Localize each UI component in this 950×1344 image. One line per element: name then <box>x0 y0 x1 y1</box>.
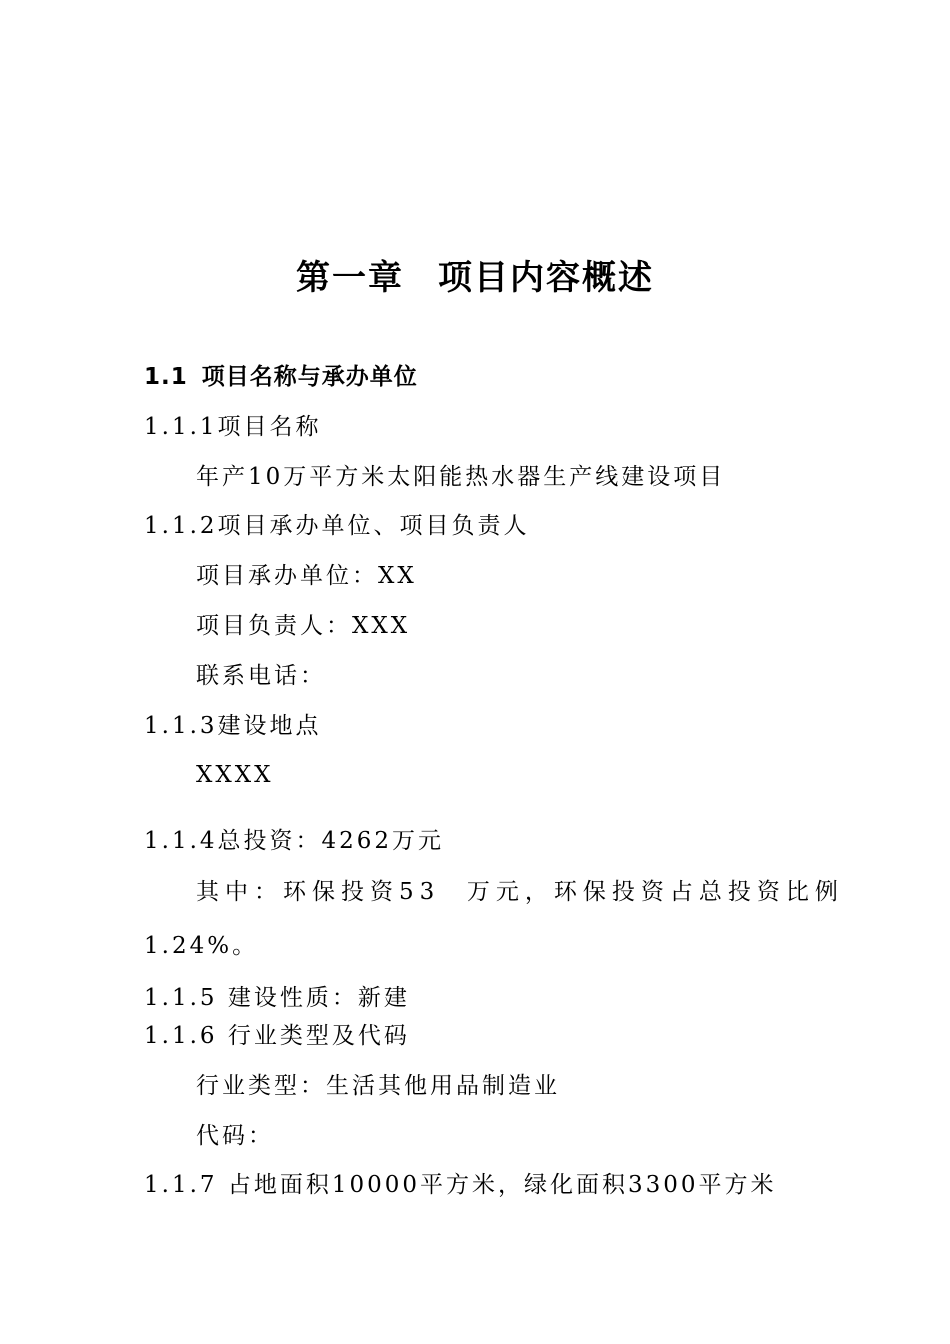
project-name-heading: 1.1.1项目名称 <box>144 414 322 440</box>
industry-type: 行业类型：生活其他用品制造业 <box>196 1073 560 1099</box>
project-name-value: 年产10万平方米太阳能热水器生产线建设项目 <box>196 464 726 490</box>
contact-phone: 联系电话： <box>196 663 326 689</box>
section-number: 1.1 <box>144 364 188 390</box>
organizer-heading: 1.1.2项目承办单位、项目负责人 <box>144 513 530 539</box>
nature-heading: 1.1.5 建设性质：新建 <box>144 985 410 1011</box>
industry-heading: 1.1.6 行业类型及代码 <box>144 1023 410 1049</box>
industry-code: 代码： <box>196 1123 274 1149</box>
site-heading: 1.1.3建设地点 <box>144 713 322 739</box>
chapter-title <box>0 256 950 300</box>
chapter-name: 项目内容概述 <box>438 258 654 298</box>
site-value: XXXX <box>196 762 274 788</box>
investment-heading: 1.1.4总投资：4262万元 <box>144 828 445 854</box>
project-lead: 项目负责人：XXX <box>196 613 411 639</box>
section-heading <box>144 362 418 392</box>
chapter-number: 第一章 <box>296 258 404 298</box>
investment-detail-cont: 1.24%。 <box>144 933 259 959</box>
section-title: 项目名称与承办单位 <box>201 364 418 390</box>
organizer-unit: 项目承办单位：XX <box>196 563 417 589</box>
area-heading: 1.1.7 占地面积10000平方米，绿化面积3300平方米 <box>144 1172 777 1198</box>
investment-detail: 其中：环保投资53 万元，环保投资占总投资比例 <box>196 879 844 905</box>
